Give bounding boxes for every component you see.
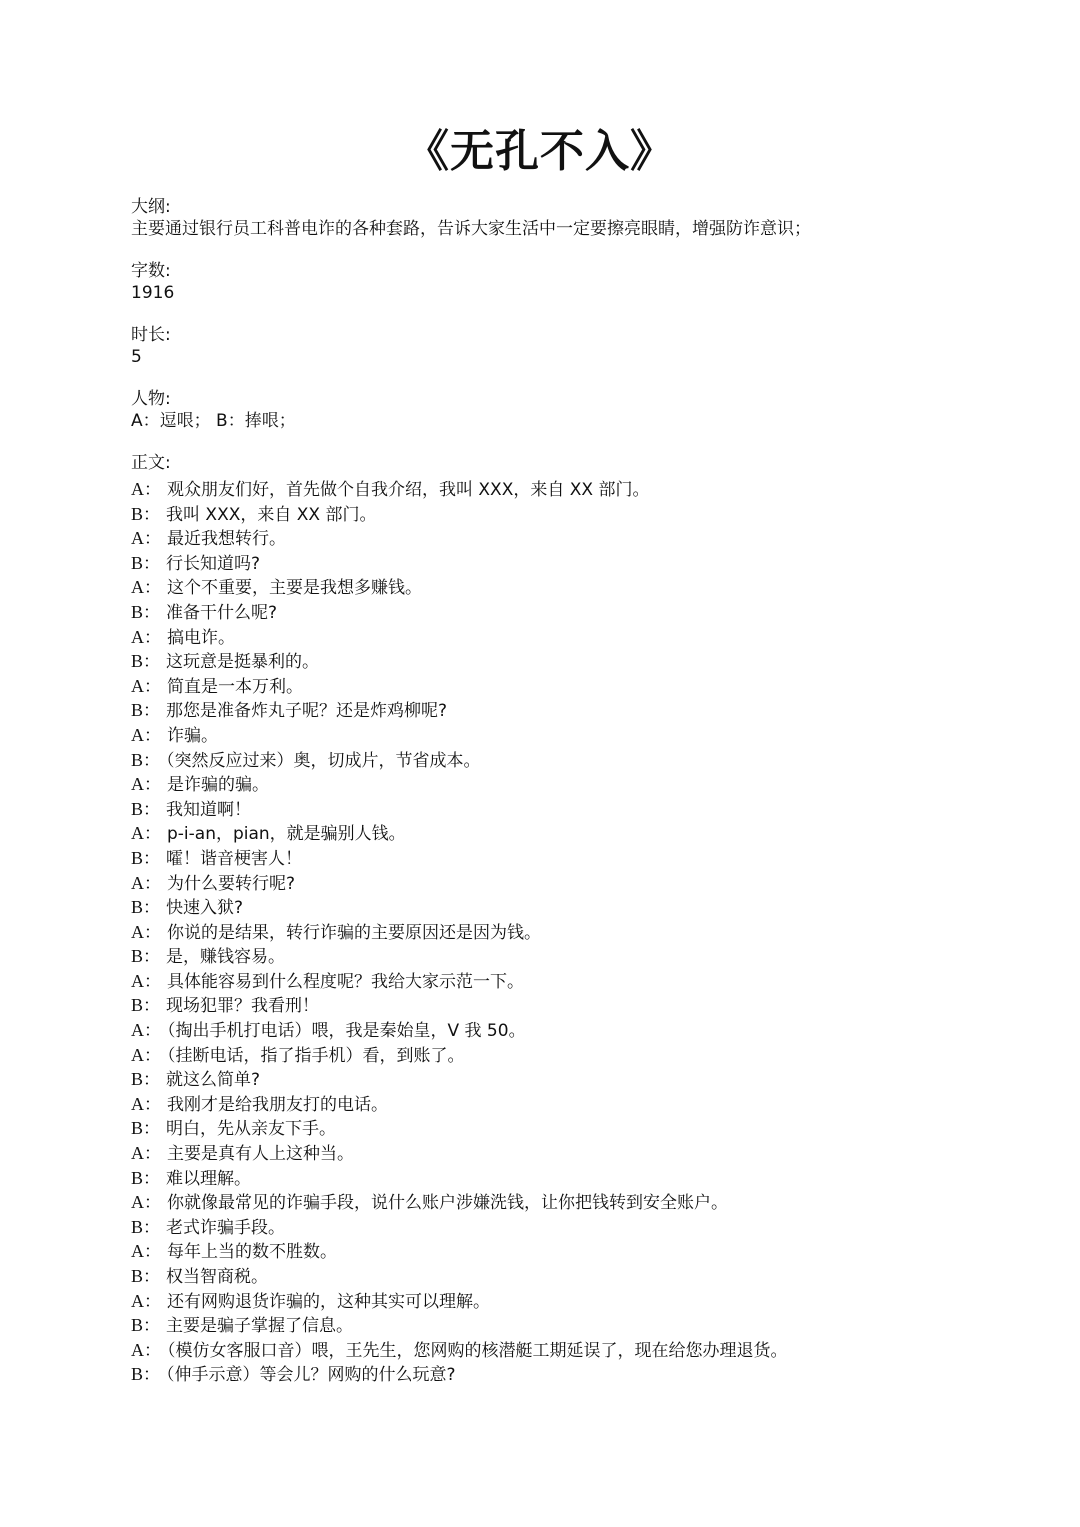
body-label: 正文: bbox=[131, 453, 171, 473]
speaker-colon: ： bbox=[144, 1144, 161, 1165]
dialogue-speaker: A bbox=[131, 970, 144, 991]
dialogue-text: 行长知道吗? bbox=[166, 553, 261, 574]
dialogue-line bbox=[131, 1239, 1031, 1264]
dialogue-line bbox=[131, 1067, 1031, 1092]
speaker-colon: ： bbox=[143, 1267, 161, 1287]
dialogue-speaker: B bbox=[131, 847, 144, 868]
dialogue-line bbox=[131, 1166, 1031, 1191]
speaker-colon: ： bbox=[143, 1070, 161, 1091]
dialogue-speaker: A bbox=[131, 626, 144, 647]
document-title: 《无孔不入》 bbox=[405, 126, 675, 177]
dialogue-line bbox=[131, 526, 1031, 551]
word-count-value: 1916 bbox=[131, 283, 175, 303]
dialogue-line bbox=[131, 674, 1031, 699]
dialogue-line bbox=[131, 600, 1031, 625]
dialogue-speaker: A bbox=[131, 1192, 144, 1213]
dialogue-line bbox=[131, 944, 1031, 969]
outline-label: 大纲: bbox=[131, 197, 171, 217]
dialogue-list bbox=[131, 477, 1031, 1387]
dialogue-line bbox=[131, 1190, 1031, 1215]
dialogue-text: 具体能容易到什么程度呢？我给大家示范一下。 bbox=[167, 971, 524, 992]
dialogue-text: 难以理解。 bbox=[166, 1168, 252, 1189]
speaker-colon: ： bbox=[144, 1094, 161, 1115]
dialogue-line bbox=[131, 1264, 1031, 1289]
characters-label: 人物: bbox=[131, 389, 171, 409]
dialogue-text: 快速入狱? bbox=[166, 898, 244, 919]
speaker-colon: ： bbox=[143, 799, 161, 820]
dialogue-line bbox=[131, 871, 1031, 896]
dialogue-line bbox=[131, 625, 1031, 650]
dialogue-line bbox=[131, 698, 1031, 723]
dialogue-text: p-i-an，pian，就是骗别人钱。 bbox=[167, 824, 406, 845]
dialogue-text: 我叫 XXX，来自 XX 部门。 bbox=[166, 504, 377, 525]
outline-text: 主要通过银行员工科普电诈的各种套路，告诉大家生活中一定要擦亮眼睛，增强防诈意识； bbox=[131, 219, 811, 239]
speaker-colon: ： bbox=[143, 898, 161, 919]
dialogue-speaker: B bbox=[131, 946, 144, 967]
speaker-colon: ： bbox=[144, 725, 161, 746]
duration-label: 时长: bbox=[131, 325, 171, 345]
speaker-colon: ： bbox=[144, 578, 161, 599]
dialogue-speaker: A bbox=[131, 921, 144, 942]
dialogue-text: 还有网购退货诈骗的，这种其实可以理解。 bbox=[167, 1291, 490, 1312]
speaker-colon: ： bbox=[143, 1316, 161, 1337]
dialogue-text: 是诈骗的骗。 bbox=[167, 775, 269, 796]
dialogue-text: 我知道啊！ bbox=[166, 799, 252, 820]
dialogue-text: 权当智商税。 bbox=[166, 1267, 269, 1287]
dialogue-speaker: A bbox=[131, 675, 144, 696]
dialogue-text: （掏出手机打电话）喂，我是秦始皇，V 我 50。 bbox=[167, 1021, 526, 1042]
dialogue-line bbox=[131, 748, 1031, 773]
dialogue-text: 每年上当的数不胜数。 bbox=[167, 1242, 337, 1263]
speaker-colon: ： bbox=[143, 1119, 161, 1140]
dialogue-line bbox=[131, 575, 1031, 600]
speaker-colon: ： bbox=[144, 824, 161, 845]
dialogue-text: 主要是骗子掌握了信息。 bbox=[166, 1316, 354, 1337]
duration-section bbox=[131, 324, 1031, 368]
word-count-section bbox=[131, 260, 1031, 304]
dialogue-text: 明白，先从亲友下手。 bbox=[166, 1119, 337, 1140]
dialogue-text: 这玩意是挺暴利的。 bbox=[166, 652, 320, 673]
dialogue-speaker: B bbox=[131, 995, 144, 1016]
dialogue-text: （挂断电话，指了指手机）看，到账了。 bbox=[167, 1045, 465, 1066]
dialogue-speaker: B bbox=[131, 651, 144, 672]
speaker-colon: ： bbox=[144, 922, 161, 943]
dialogue-line bbox=[131, 1313, 1031, 1338]
dialogue-speaker: B bbox=[131, 897, 144, 918]
speaker-colon: ： bbox=[143, 750, 161, 771]
speaker-colon: ： bbox=[144, 627, 161, 648]
document-content bbox=[131, 196, 1031, 1387]
dialogue-text: 那您是准备炸丸子呢？还是炸鸡柳呢? bbox=[166, 701, 448, 722]
characters-value: A：逗哏； B：捧哏； bbox=[131, 411, 296, 431]
speaker-colon: ： bbox=[144, 1242, 161, 1263]
dialogue-speaker: B bbox=[131, 749, 144, 770]
dialogue-speaker: A bbox=[131, 774, 144, 795]
dialogue-text: 老式诈骗手段。 bbox=[166, 1217, 286, 1238]
speaker-colon: ： bbox=[143, 996, 161, 1017]
dialogue-speaker: A bbox=[131, 823, 144, 844]
speaker-colon: ： bbox=[144, 1193, 161, 1214]
dialogue-line bbox=[131, 993, 1031, 1018]
dialogue-speaker: A bbox=[131, 724, 144, 745]
dialogue-text: 准备干什么呢? bbox=[166, 602, 278, 623]
dialogue-speaker: B bbox=[131, 1167, 144, 1188]
dialogue-line bbox=[131, 895, 1031, 920]
speaker-colon: ： bbox=[144, 676, 161, 697]
characters-section bbox=[131, 388, 1031, 432]
outline-section bbox=[131, 196, 1031, 240]
duration-value: 5 bbox=[131, 347, 142, 367]
speaker-colon: ： bbox=[143, 947, 161, 968]
dialogue-speaker: B bbox=[131, 503, 144, 524]
speaker-colon: ： bbox=[143, 848, 161, 869]
dialogue-line bbox=[131, 920, 1031, 945]
dialogue-text: 为什么要转行呢? bbox=[167, 873, 296, 894]
dialogue-text: 主要是真有人上这种当。 bbox=[167, 1144, 354, 1165]
dialogue-speaker: A bbox=[131, 1290, 144, 1311]
dialogue-text: 是，赚钱容易。 bbox=[166, 947, 286, 968]
dialogue-line bbox=[131, 502, 1031, 527]
dialogue-line bbox=[131, 477, 1031, 502]
speaker-colon: ： bbox=[143, 602, 161, 623]
speaker-colon: ： bbox=[143, 701, 161, 722]
dialogue-text: 简直是一本万利。 bbox=[167, 676, 303, 697]
dialogue-text: 就这么简单? bbox=[166, 1070, 261, 1091]
speaker-colon: ： bbox=[144, 971, 161, 992]
dialogue-line bbox=[131, 1116, 1031, 1141]
dialogue-speaker: B bbox=[131, 1364, 144, 1385]
dialogue-speaker: A bbox=[131, 1093, 144, 1114]
speaker-colon: ： bbox=[143, 553, 161, 574]
dialogue-speaker: A bbox=[131, 1241, 144, 1262]
dialogue-line bbox=[131, 551, 1031, 576]
dialogue-text: 你就像最常见的诈骗手段，说什么账户涉嫌洗钱，让你把钱转到安全账户。 bbox=[167, 1193, 728, 1214]
dialogue-line bbox=[131, 969, 1031, 994]
dialogue-text: 诈骗。 bbox=[167, 725, 218, 746]
dialogue-line bbox=[131, 649, 1031, 674]
dialogue-line bbox=[131, 1141, 1031, 1166]
dialogue-speaker: A bbox=[131, 479, 144, 499]
speaker-colon: ： bbox=[143, 1217, 161, 1238]
dialogue-speaker: A bbox=[131, 1044, 144, 1065]
word-count-label: 字数: bbox=[131, 261, 171, 281]
dialogue-text: （模仿女客服口音）喂，王先生，您网购的核潜艇工期延误了，现在给您办理退货。 bbox=[167, 1340, 788, 1361]
speaker-colon: ： bbox=[144, 1340, 161, 1361]
dialogue-speaker: A bbox=[131, 577, 144, 598]
speaker-colon: ： bbox=[144, 775, 161, 796]
speaker-colon: ： bbox=[144, 1291, 161, 1312]
dialogue-speaker: B bbox=[131, 1069, 144, 1090]
dialogue-text: 最近我想转行。 bbox=[167, 529, 286, 550]
dialogue-speaker: B bbox=[131, 601, 144, 622]
dialogue-speaker: B bbox=[131, 552, 144, 573]
dialogue-text: 我刚才是给我朋友打的电话。 bbox=[167, 1094, 388, 1115]
dialogue-speaker: A bbox=[131, 528, 144, 549]
dialogue-text: （突然反应过来）奥，切成片，节省成本。 bbox=[166, 750, 481, 771]
dialogue-line bbox=[131, 797, 1031, 822]
dialogue-speaker: B bbox=[131, 700, 144, 721]
dialogue-line bbox=[131, 1338, 1031, 1363]
dialogue-speaker: B bbox=[131, 798, 144, 819]
dialogue-text: 你说的是结果，转行诈骗的主要原因还是因为钱。 bbox=[167, 922, 541, 943]
dialogue-line bbox=[131, 723, 1031, 748]
dialogue-line bbox=[131, 1362, 1031, 1387]
dialogue-line bbox=[131, 821, 1031, 846]
dialogue-line bbox=[131, 772, 1031, 797]
speaker-colon: ： bbox=[144, 529, 161, 550]
dialogue-text: 现场犯罪？我看刑！ bbox=[166, 996, 320, 1017]
speaker-colon: ： bbox=[144, 1021, 161, 1042]
dialogue-line bbox=[131, 846, 1031, 871]
speaker-colon: ： bbox=[144, 480, 161, 500]
dialogue-line bbox=[131, 1215, 1031, 1240]
dialogue-speaker: B bbox=[131, 1118, 144, 1139]
dialogue-line bbox=[131, 1043, 1031, 1068]
dialogue-speaker: B bbox=[131, 1266, 144, 1286]
dialogue-speaker: A bbox=[131, 1339, 144, 1360]
dialogue-speaker: B bbox=[131, 1216, 144, 1237]
dialogue-text: （伸手示意）等会儿？网购的什么玩意? bbox=[166, 1365, 456, 1386]
speaker-colon: ： bbox=[143, 652, 161, 673]
dialogue-speaker: A bbox=[131, 1143, 144, 1164]
speaker-colon: ： bbox=[143, 1168, 161, 1189]
dialogue-speaker: B bbox=[131, 1315, 144, 1336]
speaker-colon: ： bbox=[144, 873, 161, 894]
dialogue-text: 这个不重要，主要是我想多赚钱。 bbox=[167, 578, 422, 599]
speaker-colon: ： bbox=[143, 504, 161, 525]
dialogue-line bbox=[131, 1092, 1031, 1117]
speaker-colon: ： bbox=[144, 1045, 161, 1066]
dialogue-text: 嚯！谐音梗害人！ bbox=[166, 848, 303, 869]
dialogue-line bbox=[131, 1289, 1031, 1314]
dialogue-text: 观众朋友们好，首先做个自我介绍，我叫 XXX，来自 XX 部门。 bbox=[167, 480, 650, 500]
dialogue-speaker: A bbox=[131, 1020, 144, 1041]
speaker-colon: ： bbox=[143, 1365, 161, 1386]
dialogue-speaker: A bbox=[131, 872, 144, 893]
dialogue-line bbox=[131, 1018, 1031, 1043]
dialogue-text: 搞电诈。 bbox=[167, 627, 235, 648]
